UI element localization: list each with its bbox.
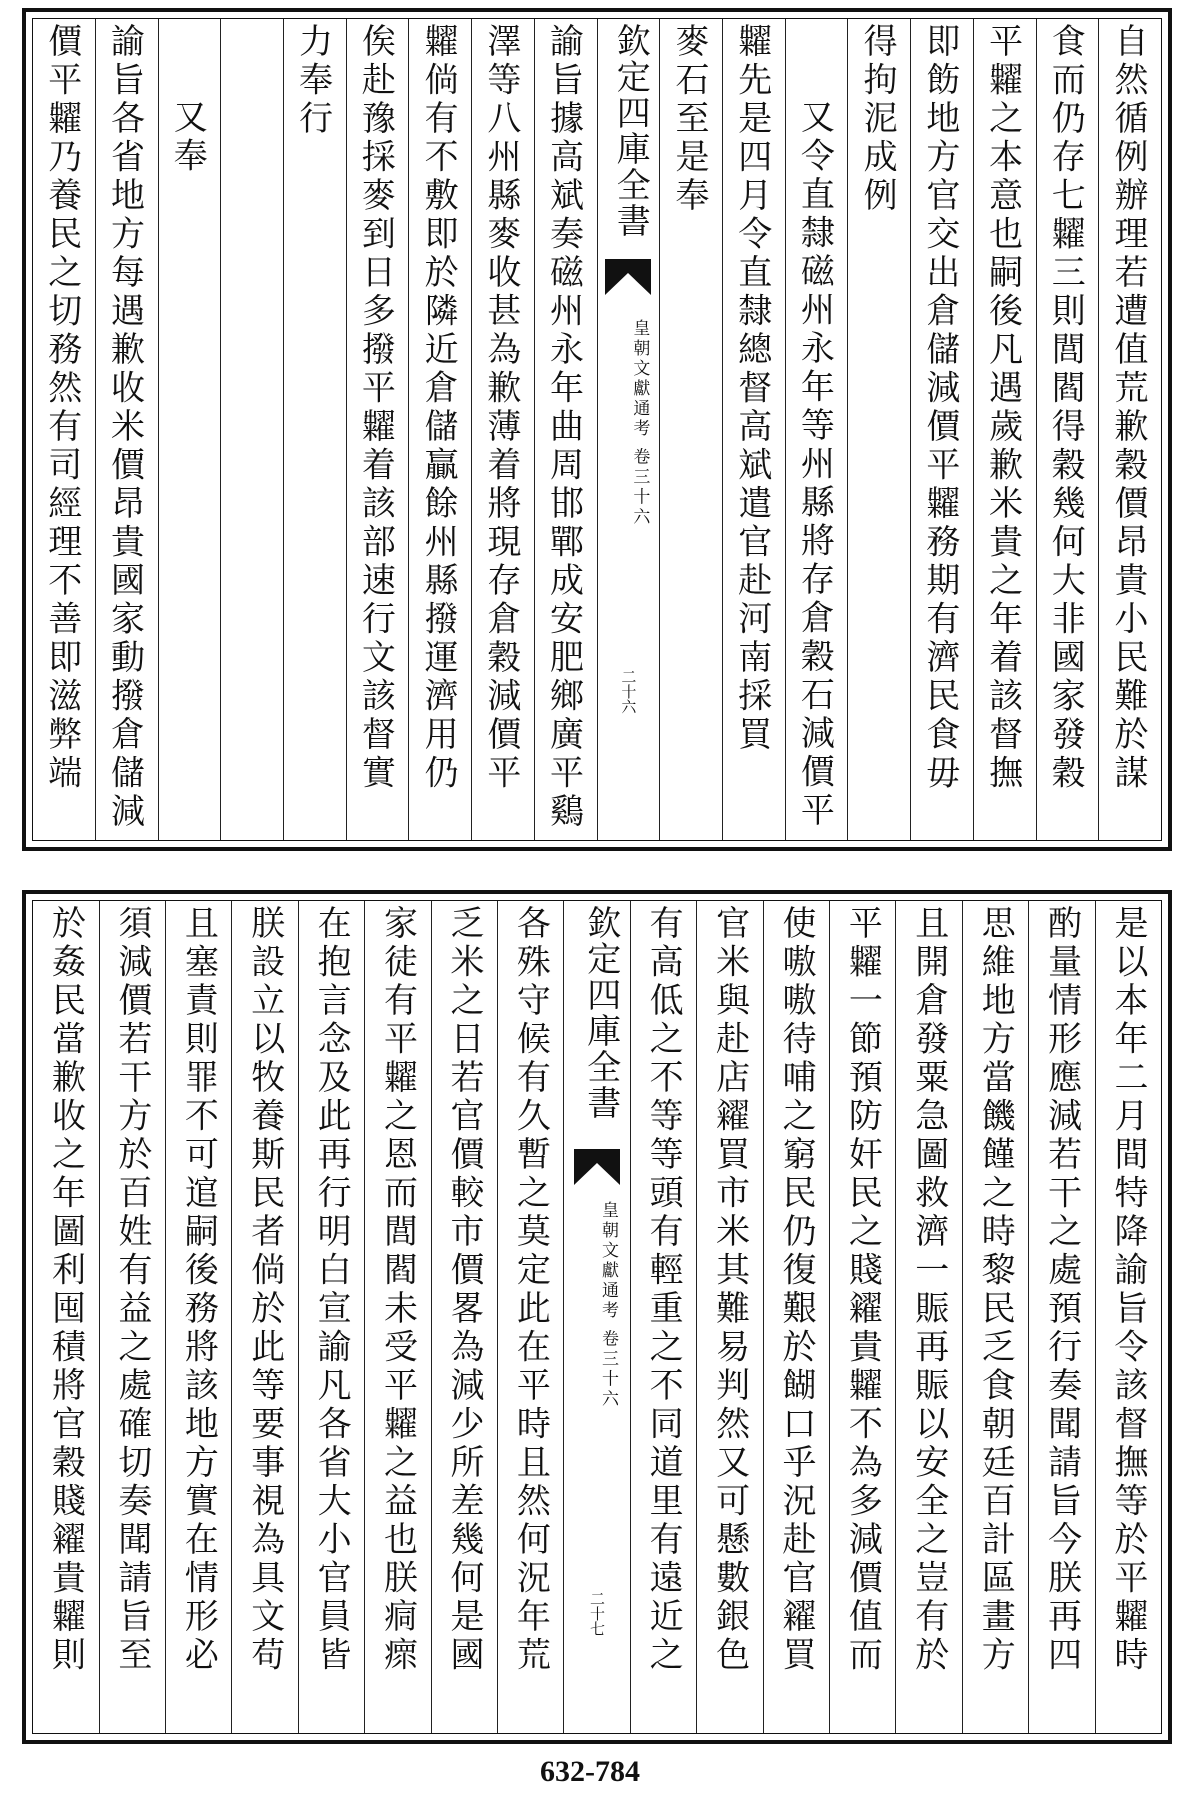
folio-number: 二十七	[588, 1591, 607, 1636]
folio-number: 二十六	[619, 669, 638, 714]
text-column: 諭旨各省地方每遇歉收米價昂貴國家動撥倉儲減	[95, 19, 158, 840]
text-column: 思維地方當饑饉之時黎民乏食朝廷百計區畫方	[962, 901, 1028, 1733]
center-gutter	[563, 901, 629, 1733]
fish-tail-mark-icon	[605, 259, 651, 299]
text-column: 又令直隸磁州永年等州縣將存倉穀石減價平	[785, 19, 848, 840]
volume-title: 皇朝文獻通考 卷三十六	[629, 319, 650, 528]
top-page-frame	[32, 18, 1162, 841]
text-column: 在抱言念及此再行明白宣諭凡各省大小官員皆	[298, 901, 364, 1733]
text-column: 各殊守候有久暫之莫定此在平時且然何況年荒	[497, 901, 563, 1733]
text-column: 價平糶乃養民之切務然有司經理不善即滋弊端	[41, 23, 82, 793]
text-column: 俟赴豫採麥到日多撥平糶着該部速行文該督實	[346, 19, 409, 840]
text-column: 有高低之不等等頭有輕重之不同道里有遠近之	[630, 901, 696, 1733]
text-column: 食而仍存七糶三則閭閻得穀幾何大非國家發穀	[1036, 19, 1099, 840]
top-page-columns	[33, 19, 1161, 840]
text-column: 平糶之本意也嗣後凡遇歲歉米貴之年着該督撫	[973, 19, 1036, 840]
text-column: 且塞責則罪不可逭嗣後務將該地方實在情形必	[165, 901, 231, 1733]
text-column: 須減價若干方於百姓有益之處確切奏聞請旨至	[99, 901, 165, 1733]
center-gutter	[597, 19, 660, 840]
text-column: 力奉行	[283, 19, 346, 840]
text-column: 即飭地方官交出倉儲減價平糶務期有濟民食毋	[910, 19, 973, 840]
bottom-page-frame	[32, 900, 1162, 1734]
text-column: 酌量情形應減若干之處預行奏聞請旨今朕再四	[1028, 901, 1094, 1733]
bottom-page	[22, 890, 1172, 1744]
text-column: 澤等八州縣麥收甚為歉薄着將現存倉穀減價平	[471, 19, 534, 840]
text-column: 諭旨據高斌奏磁州永年曲周邯鄲成安肥鄉廣平鷄	[534, 19, 597, 840]
text-column: 糶倘有不敷即於隣近倉儲贏餘州縣撥運濟用仍	[408, 19, 471, 840]
page-number-label: 632-784	[540, 1755, 640, 1788]
book-title: 欽定四庫全書	[610, 23, 651, 239]
text-column: 官米與赴店糴買市米其難易判然又可懸數銀色	[696, 901, 762, 1733]
text-column: 平糶一節預防奸民之賤糴貴糶不為多減價值而	[829, 901, 895, 1733]
top-page	[22, 8, 1172, 851]
book-title: 欽定四庫全書	[580, 905, 621, 1121]
text-column: 朕設立以牧養斯民者倘於此等要事視為具文苟	[231, 901, 297, 1733]
text-column: 得拘泥成例	[847, 19, 910, 840]
text-column: 糶先是四月令直隸總督高斌遣官赴河南採買	[722, 19, 785, 840]
text-column: 麥石至是奉	[659, 19, 722, 840]
text-column: 自然循例辦理若遭值荒歉穀價昂貴小民難於謀	[1098, 19, 1161, 840]
text-column	[220, 19, 283, 840]
text-column: 家徒有平糶之恩而閭閻未受平糶之益也朕痌瘝	[364, 901, 430, 1733]
text-column: 使嗷嗷待哺之窮民仍復艱於餬口乎況赴官糴買	[763, 901, 829, 1733]
text-column: 乏米之日若官價較市價畧為減少所差幾何是國	[431, 901, 497, 1733]
text-column: 又奉	[158, 19, 221, 840]
text-column: 是以本年二月間特降諭旨令該督撫等於平糶時	[1095, 901, 1161, 1733]
fish-tail-mark-icon	[574, 1149, 620, 1189]
volume-title: 皇朝文獻通考 卷三十六	[598, 1201, 619, 1410]
text-column: 且開倉發粟急圖救濟一賑再賑以安全之豈有於	[895, 901, 961, 1733]
bottom-page-columns	[33, 901, 1161, 1733]
text-column: 於姦民當歉收之年圖利囤積將官穀賤糴貴糶則	[45, 905, 86, 1675]
